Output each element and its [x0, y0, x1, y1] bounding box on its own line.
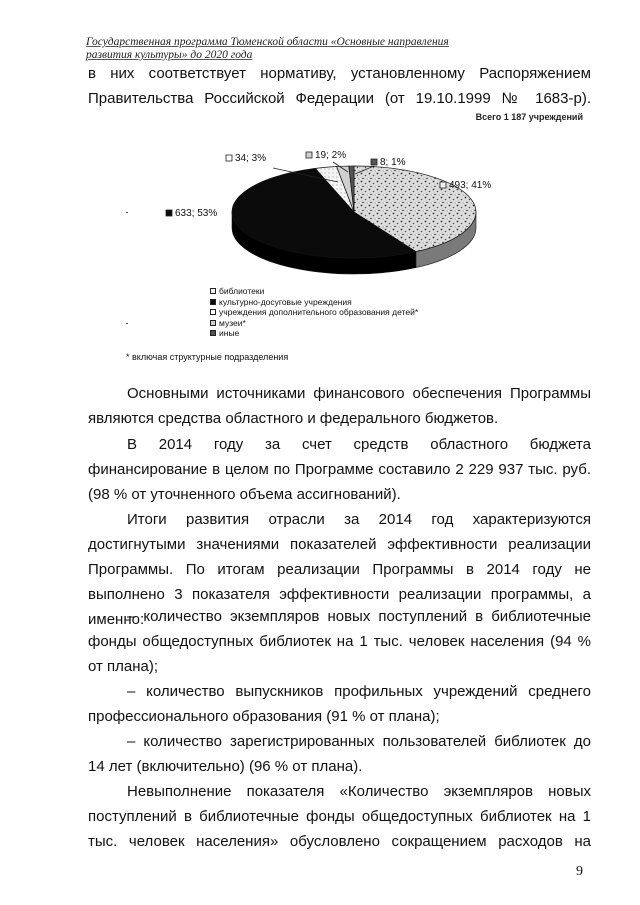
legend-label: музеи*	[219, 317, 246, 328]
chart-footnote: * включая структурные подразделения	[126, 352, 289, 362]
paragraph-results: Итоги развития отрасли за 2014 год характеризуются достигнутыми значениями показателей эффективности реализации Программы. По итогам реализации Программы в 2014 году не выполнено 3 показателя эффективности реализации программы, а именно:	[88, 511, 591, 628]
legend-item	[210, 297, 418, 308]
list-item-indicator-3: – количество зарегистрированных пользователей библиотек до 14 лет (включительно) (96 % от плана).	[88, 733, 591, 775]
legend-swatch	[210, 330, 216, 336]
legend-label: культурно-досуговые учреждения	[219, 296, 352, 307]
legend-swatch	[210, 299, 216, 305]
paragraph-funding-sources: Основными источниками финансового обеспечения Программы являются средства областного и федерального бюджетов.	[88, 385, 591, 427]
data-label-additional-education-swatch	[226, 155, 232, 161]
data-label-libraries: 493; 41%	[449, 180, 492, 191]
data-label-libraries-swatch	[440, 182, 446, 188]
legend-item	[210, 307, 418, 318]
legend-swatch	[210, 309, 216, 315]
scan-mark	[126, 323, 128, 324]
legend-swatch	[210, 320, 216, 326]
data-label-cultural-leisure: 633; 53%	[175, 208, 218, 219]
legend-label: учреждения дополнительного образования детей*	[219, 307, 419, 317]
legend-item	[210, 328, 418, 339]
data-label-museums-swatch	[306, 152, 312, 158]
legend-item	[210, 286, 418, 297]
header-line-2: развития культуры» до 2020 года	[86, 49, 253, 61]
data-label-other: 8; 1%	[380, 157, 406, 168]
paragraph-funding-2014: В 2014 году за счет средств областного бюджета финансирование в целом по Программе составило 2 229 937 тыс. руб. (98 % от уточненного объема ассигнований).	[88, 436, 591, 503]
page-number: 9	[576, 864, 583, 879]
chart-title: Всего 1 187 учреждений	[475, 112, 583, 122]
data-label-cultural-leisure-swatch	[166, 210, 172, 216]
running-header	[86, 36, 466, 62]
scan-mark	[126, 212, 128, 213]
legend-swatch	[210, 288, 216, 294]
list-item-indicator-1: – количество экземпляров новых поступлений в библиотечные фонды общедоступных библиотек на 1 тыс. человек населения (94 % от плана);	[88, 608, 591, 675]
legend-item	[210, 318, 418, 329]
data-label-museums: 19; 2%	[315, 150, 347, 161]
header-line-1: Государственная программа Тюменской области «Основные направления	[86, 36, 449, 48]
data-label-other-swatch	[371, 159, 377, 165]
paragraph-continuation: в них соответствует нормативу, установленному Распоряжением Правительства Российской Федерации (от 19.10.1999 № 1683-р).	[88, 65, 591, 107]
list-item-indicator-2: – количество выпускников профильных учреждений среднего профессионального образования (91 % от плана);	[88, 683, 591, 725]
pie-chart	[88, 108, 591, 378]
legend-label: иные	[219, 328, 240, 338]
legend-label: библиотеки	[219, 286, 265, 296]
chart-legend	[210, 286, 418, 339]
paragraph-non-fulfillment: Невыполнение показателя «Количество экземпляров новых поступлений в библиотечные фонды общедоступных библиотек на 1 тыс. человек населения» обусловлено сокращением расходов на	[88, 783, 591, 850]
data-label-additional-education: 34; 3%	[235, 153, 267, 164]
